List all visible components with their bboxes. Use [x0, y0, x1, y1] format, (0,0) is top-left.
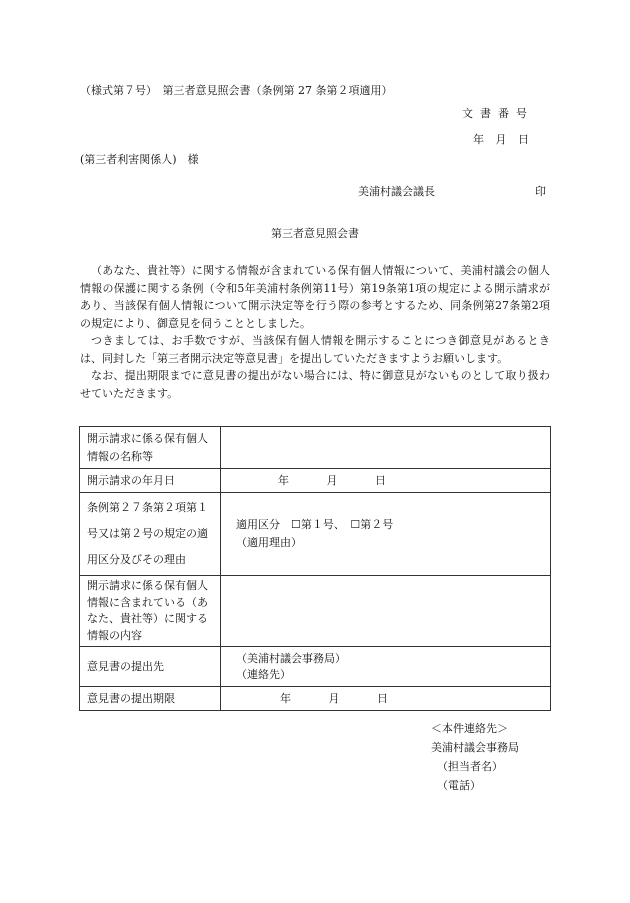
submission-office: （美浦村議会事務局）	[236, 651, 346, 665]
paragraph-3: なお、提出期限までに意見書の提出がない場合には、特に御意見がないものとして取り扱わせていただきます。	[80, 369, 550, 400]
body-text	[80, 262, 550, 402]
table-row	[80, 576, 551, 647]
contact-block	[431, 719, 519, 795]
month-label: 月	[326, 473, 338, 487]
application-reason: （適用理由）	[236, 536, 302, 549]
document-title: 第三者意見照会書	[271, 227, 359, 240]
table-row	[80, 647, 551, 687]
sender: 美浦村議会議長	[358, 185, 435, 198]
table-row	[80, 687, 551, 711]
table-label: 開示請求に係る保有個人情報の名称等	[80, 427, 221, 469]
form-number: （様式第７号） 第三者意見照会書（条例第 27 条第２項適用）	[80, 84, 393, 97]
request-date-field	[221, 469, 551, 493]
document-number: 文書番号	[462, 107, 534, 120]
contact-person: （担当者名）	[437, 760, 503, 773]
table-label: 意見書の提出先	[80, 647, 221, 687]
table-value	[221, 427, 551, 469]
day-label: 日	[377, 691, 388, 705]
paragraph-2: つきましては、お手数ですが、当該保有個人情報を開示することにつき御意見があるときは、同封した「第三者開示決定等意見書」を提出していただきますようお願いします。	[80, 334, 550, 365]
table-label: 条例第２７条第２項第１号又は第２号の規定の適用区分及びその理由	[80, 493, 221, 576]
table-value	[221, 647, 551, 687]
submission-contact: （連絡先）	[236, 667, 291, 681]
month-label: 月	[328, 691, 340, 705]
application-category: 適用区分 ☐第１号、 ☐第２号	[236, 518, 394, 531]
table-row	[80, 493, 551, 576]
table-value	[221, 576, 551, 647]
day-label: 日	[375, 473, 386, 487]
year-label: 年	[278, 473, 289, 487]
table-label: 開示請求に係る保有個人情報に含まれている（あなた、貴社等）に関する情報の内容	[80, 576, 221, 647]
contact-phone: （電話）	[437, 779, 481, 792]
year-label: 年	[280, 691, 291, 705]
inquiry-table	[79, 426, 551, 711]
table-row	[80, 427, 551, 469]
addressee: (第三者利害関係人) 様	[80, 153, 199, 166]
paragraph-1: （あなた、貴社等）に関する情報が含まれている保有個人情報について、美浦村議会の個人情報の保護に関する条例（令和5年美浦村条例第11号）第19条第1項の規定による開示請求があり、当該保有個人情報について開示決定等を行う際の参考とするため、同条例第27条第2項の規定により、御意見を伺うこととしました。	[80, 264, 550, 330]
seal-mark: 印	[535, 185, 546, 198]
table-row	[80, 469, 551, 493]
table-value	[221, 493, 551, 576]
deadline-date-field	[221, 687, 551, 711]
table-label: 意見書の提出期限	[80, 687, 221, 711]
table-label: 開示請求の年月日	[80, 469, 221, 493]
issue-date: 年 月 日	[473, 133, 533, 146]
contact-heading: ＜本件連絡先＞	[431, 722, 508, 735]
contact-office: 美浦村議会事務局	[431, 741, 519, 754]
